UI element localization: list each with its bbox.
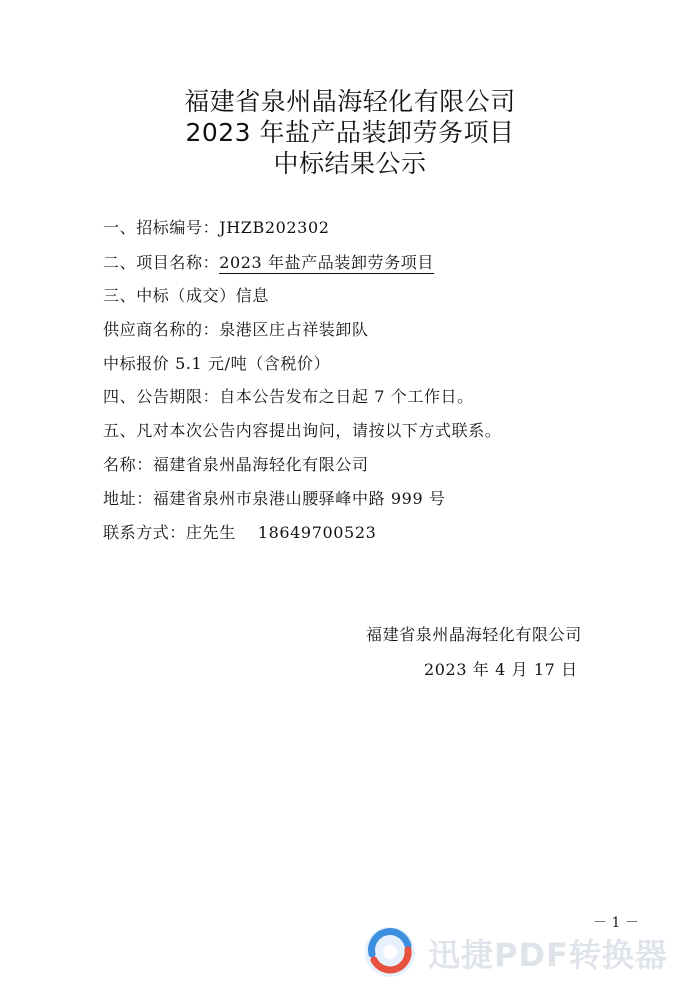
contact-address-line: 地址：福建省泉州市泉港山腰驿峰中路 999 号	[103, 489, 446, 508]
contact-name-line: 名称：福建省泉州晶海轻化有限公司	[103, 455, 369, 474]
project-name-line	[103, 253, 434, 274]
bid-number-line	[103, 218, 330, 238]
bid-number-label: 一、招标编号：	[103, 218, 220, 237]
signature-company: 福建省泉州晶海轻化有限公司	[366, 625, 582, 644]
supplier-line	[103, 320, 369, 340]
watermark-text: 迅捷PDF转换器	[428, 936, 668, 974]
project-name-label: 二、项目名称：	[103, 253, 220, 272]
contact-phone: 18649700523	[257, 523, 377, 542]
contact-method-label: 联系方式：庄先生	[103, 523, 236, 542]
supplier-label: 供应商名称的：	[103, 320, 220, 339]
contact-method-line	[103, 523, 376, 543]
signature-date: 2023 年 4 月 17 日	[424, 660, 578, 679]
title-project: 2023 年盐产品装卸劳务项目	[185, 118, 515, 147]
title-company: 福建省泉州晶海轻化有限公司	[184, 87, 516, 116]
page-number: － 1 －	[593, 915, 639, 931]
title-announcement: 中标结果公示	[273, 149, 427, 178]
supplier-value: 泉港区庄占祥装卸队	[219, 320, 369, 339]
contact-intro-line: 五、凡对本次公告内容提出询问，请按以下方式联系。	[103, 421, 502, 440]
price-line: 中标报价 5.1 元/吨（含税价）	[103, 354, 331, 373]
project-name-value: 2023 年盐产品装卸劳务项目	[219, 253, 435, 272]
section-winning-info: 三、中标（成交）信息	[103, 286, 270, 305]
notice-period-line: 四、公告期限：自本公告发布之日起 7 个工作日。	[103, 387, 474, 406]
bid-number-value: JHZB202302	[219, 218, 330, 237]
pdf-converter-logo-icon	[362, 924, 418, 980]
document-title	[0, 86, 700, 179]
watermark	[362, 922, 692, 982]
